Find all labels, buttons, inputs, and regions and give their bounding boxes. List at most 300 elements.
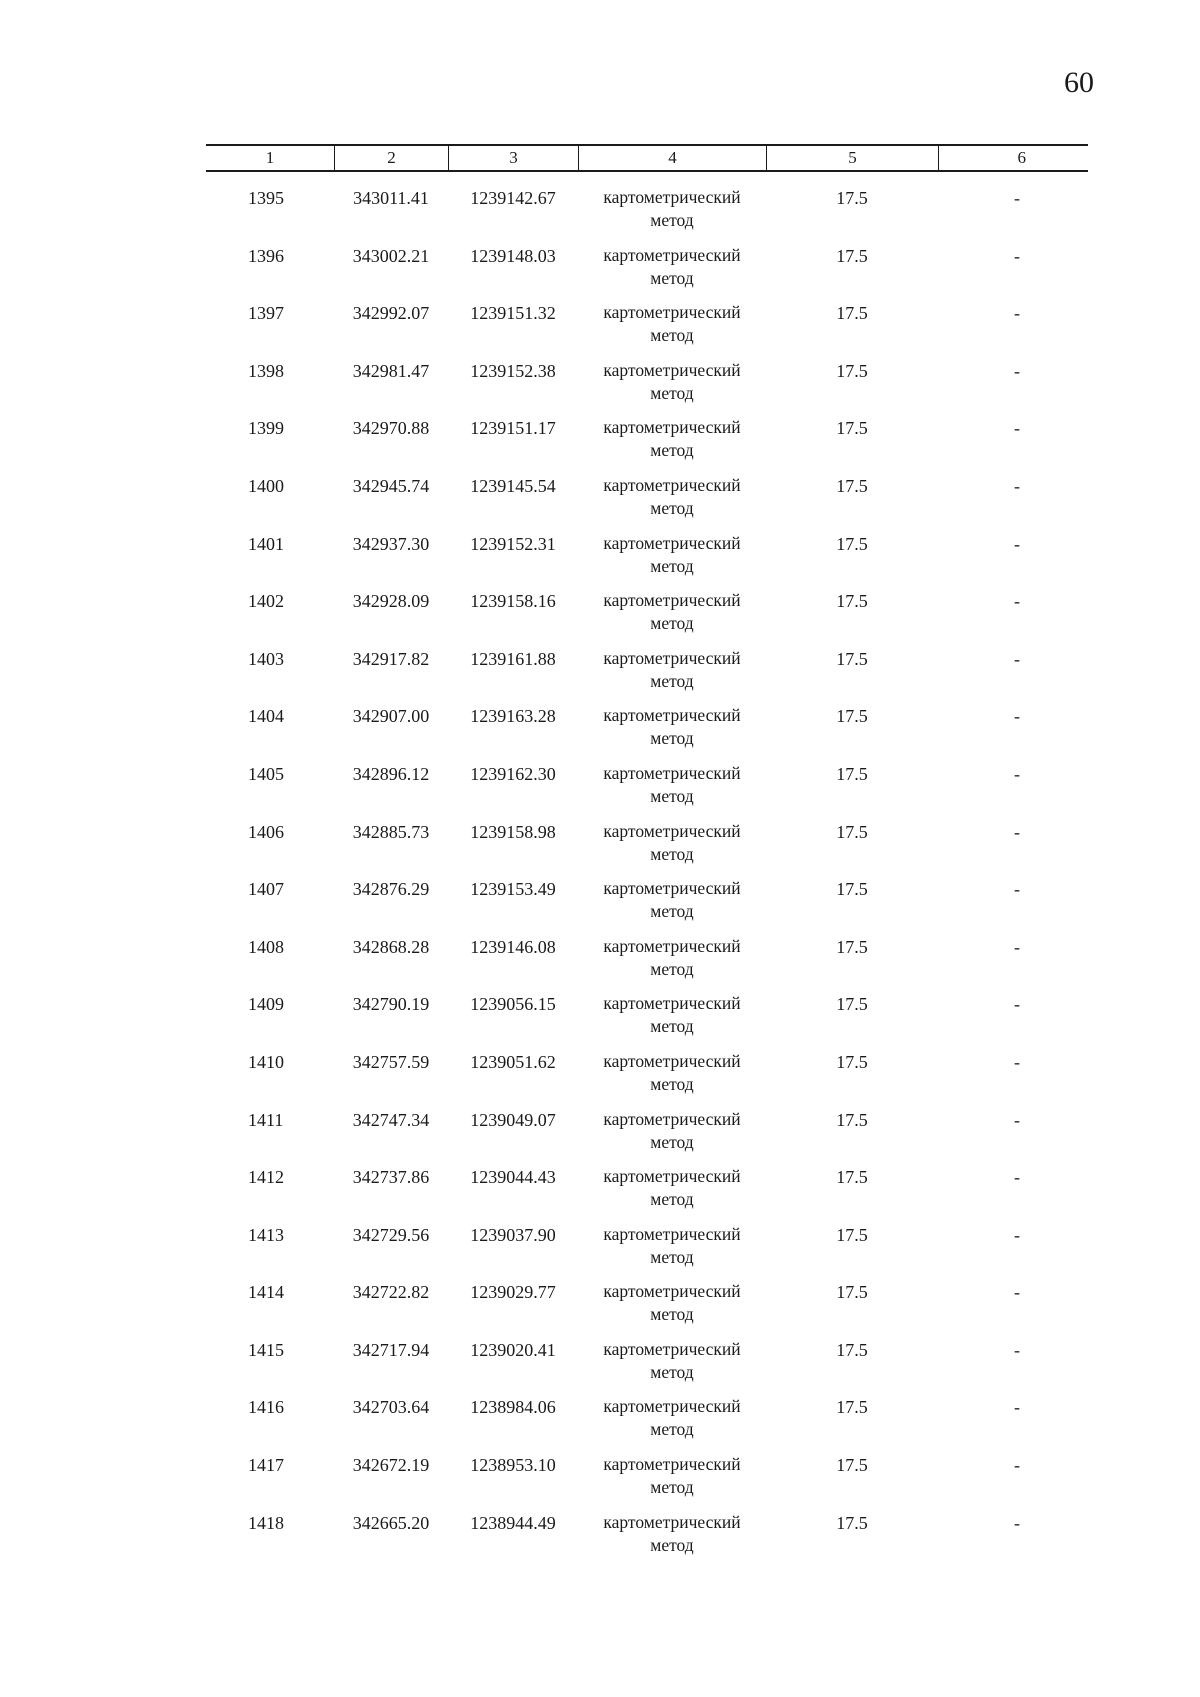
description-cell (938, 244, 1088, 302)
table-row (206, 1395, 1088, 1453)
y-coordinate-cell-text: 1239020.41 (470, 1339, 556, 1360)
method-cell-text: метод (650, 1304, 694, 1325)
x-coordinate-cell-text: 342729.56 (352, 1224, 430, 1245)
y-coordinate-cell (448, 1511, 578, 1569)
column-header: 1 (265, 148, 275, 167)
y-coordinate-cell (448, 359, 578, 417)
method-cell-text: картометрический (603, 820, 741, 841)
x-coordinate-cell-text: 342722.82 (352, 1282, 430, 1303)
accuracy-cell (766, 935, 938, 993)
description-cell-text: - (1014, 591, 1020, 612)
method-cell-text: метод (650, 1534, 694, 1555)
x-coordinate-cell (334, 992, 448, 1050)
method-cell-text: метод (650, 382, 694, 403)
point-number-cell (206, 1165, 334, 1223)
point-number-cell-text: 1418 (248, 1512, 284, 1533)
table-row (206, 416, 1088, 474)
method-cell-text: метод (650, 1246, 694, 1267)
y-coordinate-cell-text: 1239029.77 (470, 1282, 556, 1303)
point-number-cell (206, 1511, 334, 1569)
x-coordinate-cell-text: 342717.94 (352, 1339, 430, 1360)
y-coordinate-cell-text: 1239158.98 (470, 821, 556, 842)
method-cell (578, 762, 766, 820)
accuracy-cell-text: 17.5 (836, 994, 868, 1015)
description-cell-text: - (1014, 879, 1020, 900)
point-number-cell (206, 762, 334, 820)
method-cell-text: метод (650, 325, 694, 346)
description-cell (938, 1223, 1088, 1281)
table-row (206, 589, 1088, 647)
y-coordinate-cell-text: 1239158.16 (470, 591, 556, 612)
x-coordinate-cell-text: 342868.28 (352, 936, 430, 957)
method-cell-text: картометрический (603, 993, 741, 1014)
y-coordinate-cell-text: 1239153.49 (470, 879, 556, 900)
point-number-cell (206, 704, 334, 762)
description-cell (938, 474, 1088, 532)
description-cell-text: - (1014, 1339, 1020, 1360)
method-cell-text: метод (650, 958, 694, 979)
method-cell-text: метод (650, 267, 694, 288)
table-row (206, 877, 1088, 935)
x-coordinate-cell-text: 342896.12 (352, 763, 430, 784)
accuracy-cell (766, 359, 938, 417)
method-cell (578, 820, 766, 878)
accuracy-cell-text: 17.5 (836, 1397, 868, 1418)
accuracy-cell-text: 17.5 (836, 1282, 868, 1303)
point-number-cell (206, 1050, 334, 1108)
x-coordinate-cell-text: 342665.20 (352, 1512, 430, 1533)
method-cell (578, 416, 766, 474)
x-coordinate-cell-text: 342945.74 (352, 475, 430, 496)
method-cell (578, 186, 766, 244)
description-cell (938, 1280, 1088, 1338)
x-coordinate-cell (334, 877, 448, 935)
point-number-cell-text: 1397 (248, 303, 284, 324)
table-row (206, 1165, 1088, 1223)
method-cell-text: картометрический (603, 417, 741, 438)
table-row (206, 301, 1088, 359)
accuracy-cell-text: 17.5 (836, 1109, 868, 1130)
accuracy-cell-text: 17.5 (836, 706, 868, 727)
method-cell-text: картометрический (603, 1166, 741, 1187)
method-cell (578, 301, 766, 359)
table-row (206, 935, 1088, 993)
y-coordinate-cell-text: 1239142.67 (470, 188, 556, 208)
accuracy-cell (766, 1395, 938, 1453)
description-cell-text: - (1014, 533, 1020, 554)
accuracy-cell (766, 704, 938, 762)
y-coordinate-cell (448, 935, 578, 993)
table-row (206, 532, 1088, 590)
accuracy-cell (766, 1338, 938, 1396)
y-coordinate-cell (448, 1395, 578, 1453)
description-cell (938, 1511, 1088, 1569)
accuracy-cell (766, 1223, 938, 1281)
y-coordinate-cell-text: 1239151.32 (470, 303, 556, 324)
y-coordinate-cell (448, 186, 578, 244)
accuracy-cell (766, 1511, 938, 1569)
description-cell-text: - (1014, 1109, 1020, 1130)
x-coordinate-cell (334, 647, 448, 705)
description-cell (938, 589, 1088, 647)
x-coordinate-cell (334, 1511, 448, 1569)
point-number-cell-text: 1402 (248, 591, 284, 612)
y-coordinate-cell-text: 1239161.88 (470, 648, 556, 669)
method-cell-text: картометрический (603, 1050, 741, 1071)
x-coordinate-cell-text: 342937.30 (352, 533, 430, 554)
table-row (206, 474, 1088, 532)
method-cell (578, 244, 766, 302)
point-number-cell (206, 1453, 334, 1511)
method-cell-text: картометрический (603, 1108, 741, 1129)
y-coordinate-cell-text: 1239163.28 (470, 706, 556, 727)
accuracy-cell-text: 17.5 (836, 1167, 868, 1188)
accuracy-cell (766, 186, 938, 244)
point-number-cell-text: 1398 (248, 360, 284, 381)
x-coordinate-cell-text: 342876.29 (352, 879, 430, 900)
method-cell-text: картометрический (603, 1223, 741, 1244)
method-cell-text: метод (650, 210, 694, 230)
method-cell-text: картометрический (603, 1338, 741, 1359)
y-coordinate-cell-text: 1239151.17 (470, 418, 556, 439)
y-coordinate-cell-text: 1239044.43 (470, 1167, 556, 1188)
accuracy-cell (766, 877, 938, 935)
x-coordinate-cell-text: 342981.47 (352, 360, 430, 381)
x-coordinate-cell-text: 342992.07 (352, 303, 430, 324)
method-cell (578, 1223, 766, 1281)
accuracy-cell (766, 992, 938, 1050)
y-coordinate-cell (448, 820, 578, 878)
point-number-cell-text: 1400 (248, 475, 284, 496)
accuracy-cell-text: 17.5 (836, 188, 868, 208)
method-cell (578, 1050, 766, 1108)
table-row (206, 1280, 1088, 1338)
y-coordinate-cell-text: 1239152.38 (470, 360, 556, 381)
method-cell (578, 1108, 766, 1166)
method-cell-text: картометрический (603, 302, 741, 323)
accuracy-cell-text: 17.5 (836, 360, 868, 381)
y-coordinate-cell (448, 1050, 578, 1108)
description-cell (938, 992, 1088, 1050)
y-coordinate-cell (448, 877, 578, 935)
column-header: 4 (578, 146, 766, 170)
description-cell (938, 359, 1088, 417)
accuracy-cell (766, 532, 938, 590)
method-cell (578, 877, 766, 935)
x-coordinate-cell (334, 1223, 448, 1281)
page-number: 60 (1064, 66, 1094, 99)
method-cell-text: картометрический (603, 244, 741, 265)
description-cell-text: - (1014, 1397, 1020, 1418)
point-number-cell-text: 1399 (248, 418, 284, 439)
table-row (206, 186, 1088, 244)
point-number-cell (206, 186, 334, 244)
description-cell-text: - (1014, 1282, 1020, 1303)
x-coordinate-cell (334, 762, 448, 820)
point-number-cell-text: 1403 (248, 648, 284, 669)
description-cell-text: - (1014, 1455, 1020, 1476)
description-cell-text: - (1014, 936, 1020, 957)
point-number-cell-text: 1396 (248, 245, 284, 266)
table-row (206, 1050, 1088, 1108)
accuracy-cell-text: 17.5 (836, 533, 868, 554)
point-number-cell-text: 1410 (248, 1051, 284, 1072)
accuracy-cell-text: 17.5 (836, 1224, 868, 1245)
method-cell-text: метод (650, 1016, 694, 1037)
description-cell-text: - (1014, 475, 1020, 496)
method-cell-text: метод (650, 785, 694, 806)
accuracy-cell (766, 1453, 938, 1511)
y-coordinate-cell-text: 1239049.07 (470, 1109, 556, 1130)
point-number-cell (206, 1338, 334, 1396)
accuracy-cell-text: 17.5 (836, 245, 868, 266)
x-coordinate-cell (334, 820, 448, 878)
method-cell-text: метод (650, 1073, 694, 1094)
description-cell (938, 1338, 1088, 1396)
description-cell (938, 416, 1088, 474)
point-number-cell (206, 935, 334, 993)
method-cell-text: метод (650, 555, 694, 576)
x-coordinate-cell-text: 343002.21 (352, 245, 430, 266)
y-coordinate-cell-text: 1238944.49 (470, 1512, 556, 1533)
x-coordinate-cell-text: 342917.82 (352, 648, 430, 669)
description-cell-text: - (1014, 1224, 1020, 1245)
description-cell (938, 1108, 1088, 1166)
table-row (206, 647, 1088, 705)
x-coordinate-cell (334, 1280, 448, 1338)
y-coordinate-cell-text: 1239051.62 (470, 1051, 556, 1072)
description-cell (938, 1165, 1088, 1223)
point-number-cell-text: 1414 (248, 1282, 284, 1303)
accuracy-cell (766, 416, 938, 474)
point-number-cell (206, 244, 334, 302)
accuracy-cell (766, 1108, 938, 1166)
description-cell-text: - (1014, 245, 1020, 266)
method-cell-text: картометрический (603, 1281, 741, 1302)
y-coordinate-cell (448, 762, 578, 820)
method-cell (578, 1338, 766, 1396)
method-cell (578, 1395, 766, 1453)
accuracy-cell-text: 17.5 (836, 936, 868, 957)
method-cell-text: картометрический (603, 762, 741, 783)
description-cell-text: - (1014, 303, 1020, 324)
method-cell-text: метод (650, 1419, 694, 1440)
x-coordinate-cell-text: 342928.09 (352, 591, 430, 612)
x-coordinate-cell (334, 1050, 448, 1108)
accuracy-cell-text: 17.5 (836, 418, 868, 439)
y-coordinate-cell-text: 1238953.10 (470, 1455, 556, 1476)
description-cell-text: - (1014, 360, 1020, 381)
table-row (206, 1223, 1088, 1281)
y-coordinate-cell (448, 244, 578, 302)
table-row (206, 244, 1088, 302)
accuracy-cell-text: 17.5 (836, 1512, 868, 1533)
x-coordinate-cell (334, 1395, 448, 1453)
x-coordinate-cell (334, 301, 448, 359)
point-number-cell (206, 301, 334, 359)
method-cell (578, 359, 766, 417)
x-coordinate-cell-text: 342747.34 (352, 1109, 430, 1130)
point-number-cell (206, 1108, 334, 1166)
method-cell-text: картометрический (603, 359, 741, 380)
y-coordinate-cell-text: 1239152.31 (470, 533, 556, 554)
description-cell (938, 704, 1088, 762)
y-coordinate-cell-text: 1239145.54 (470, 475, 556, 496)
x-coordinate-cell-text: 342703.64 (352, 1397, 430, 1418)
x-coordinate-cell (334, 474, 448, 532)
y-coordinate-cell (448, 532, 578, 590)
column-header: 2 (334, 146, 448, 170)
x-coordinate-cell-text: 342970.88 (352, 418, 430, 439)
point-number-cell-text: 1401 (248, 533, 284, 554)
accuracy-cell (766, 762, 938, 820)
point-number-cell-text: 1406 (248, 821, 284, 842)
y-coordinate-cell-text: 1238984.06 (470, 1397, 556, 1418)
method-cell-text: метод (650, 728, 694, 749)
point-number-cell-text: 1407 (248, 879, 284, 900)
method-cell-text: картометрический (603, 1454, 741, 1475)
column-header: 3 (448, 146, 578, 170)
accuracy-cell (766, 1165, 938, 1223)
x-coordinate-cell-text: 342737.86 (352, 1167, 430, 1188)
point-number-cell-text: 1415 (248, 1339, 284, 1360)
point-number-cell (206, 820, 334, 878)
accuracy-cell-text: 17.5 (836, 648, 868, 669)
x-coordinate-cell (334, 244, 448, 302)
x-coordinate-cell (334, 704, 448, 762)
description-cell-text: - (1014, 1512, 1020, 1533)
accuracy-cell (766, 474, 938, 532)
method-cell-text: картометрический (603, 1511, 741, 1532)
method-cell (578, 1280, 766, 1338)
method-cell (578, 1165, 766, 1223)
accuracy-cell (766, 647, 938, 705)
method-cell (578, 647, 766, 705)
point-number-cell (206, 647, 334, 705)
description-cell-text: - (1014, 188, 1020, 208)
method-cell-text: метод (650, 1131, 694, 1152)
accuracy-cell-text: 17.5 (836, 763, 868, 784)
point-number-cell (206, 589, 334, 647)
description-cell (938, 935, 1088, 993)
accuracy-cell-text: 17.5 (836, 1455, 868, 1476)
x-coordinate-cell (334, 532, 448, 590)
y-coordinate-cell-text: 1239037.90 (470, 1224, 556, 1245)
table-row (206, 820, 1088, 878)
x-coordinate-cell (334, 1453, 448, 1511)
point-number-cell-text: 1417 (248, 1455, 284, 1476)
description-cell (938, 762, 1088, 820)
y-coordinate-cell (448, 1108, 578, 1166)
description-cell (938, 877, 1088, 935)
x-coordinate-cell (334, 416, 448, 474)
description-cell-text: - (1014, 1051, 1020, 1072)
method-cell-text: метод (650, 497, 694, 518)
x-coordinate-cell-text: 342672.19 (352, 1455, 430, 1476)
y-coordinate-cell-text: 1239148.03 (470, 245, 556, 266)
point-number-cell (206, 1223, 334, 1281)
accuracy-cell (766, 1050, 938, 1108)
description-cell (938, 532, 1088, 590)
method-cell-text: метод (650, 901, 694, 922)
y-coordinate-cell (448, 589, 578, 647)
method-cell-text: картометрический (603, 187, 741, 207)
y-coordinate-cell (448, 1453, 578, 1511)
x-coordinate-cell-text: 343011.41 (353, 188, 429, 208)
point-number-cell-text: 1413 (248, 1224, 284, 1245)
point-number-cell-text: 1395 (248, 188, 284, 208)
accuracy-cell-text: 17.5 (836, 475, 868, 496)
accuracy-cell (766, 301, 938, 359)
method-cell (578, 1511, 766, 1569)
x-coordinate-cell (334, 359, 448, 417)
point-number-cell-text: 1409 (248, 994, 284, 1015)
description-cell-text: - (1014, 763, 1020, 784)
x-coordinate-cell (334, 1108, 448, 1166)
point-number-cell (206, 474, 334, 532)
method-cell-text: метод (650, 670, 694, 691)
method-cell-text: картометрический (603, 590, 741, 611)
x-coordinate-cell-text: 342790.19 (352, 994, 430, 1015)
method-cell-text: картометрический (603, 705, 741, 726)
description-cell (938, 1050, 1088, 1108)
column-header: 6 (938, 146, 1088, 170)
y-coordinate-cell-text: 1239056.15 (470, 994, 556, 1015)
point-number-cell (206, 416, 334, 474)
point-number-cell (206, 992, 334, 1050)
y-coordinate-cell (448, 416, 578, 474)
point-number-cell (206, 877, 334, 935)
y-coordinate-cell-text: 1239146.08 (470, 936, 556, 957)
method-cell (578, 992, 766, 1050)
y-coordinate-cell (448, 301, 578, 359)
x-coordinate-cell (334, 1165, 448, 1223)
method-cell (578, 704, 766, 762)
method-cell-text: метод (650, 1361, 694, 1382)
method-cell (578, 1453, 766, 1511)
y-coordinate-cell (448, 992, 578, 1050)
y-coordinate-cell (448, 704, 578, 762)
point-number-cell (206, 359, 334, 417)
table-row (206, 1511, 1088, 1569)
description-cell-text: - (1014, 648, 1020, 669)
coordinates-table (206, 144, 1088, 1568)
x-coordinate-cell-text: 342907.00 (352, 706, 430, 727)
point-number-cell-text: 1408 (248, 936, 284, 957)
x-coordinate-cell (334, 186, 448, 244)
method-cell (578, 474, 766, 532)
y-coordinate-cell (448, 1338, 578, 1396)
description-cell-text: - (1014, 418, 1020, 439)
table-row (206, 992, 1088, 1050)
table-row (206, 1453, 1088, 1511)
y-coordinate-cell (448, 1280, 578, 1338)
description-cell-text: - (1014, 1167, 1020, 1188)
method-cell-text: картометрический (603, 935, 741, 956)
y-coordinate-cell (448, 1165, 578, 1223)
point-number-cell-text: 1404 (248, 706, 284, 727)
accuracy-cell-text: 17.5 (836, 879, 868, 900)
method-cell-text: картометрический (603, 1396, 741, 1417)
description-cell (938, 647, 1088, 705)
y-coordinate-cell-text: 1239162.30 (470, 763, 556, 784)
method-cell (578, 589, 766, 647)
table-row (206, 1338, 1088, 1396)
table-row (206, 1108, 1088, 1166)
point-number-cell-text: 1412 (248, 1167, 284, 1188)
x-coordinate-cell-text: 342757.59 (352, 1051, 430, 1072)
accuracy-cell-text: 17.5 (836, 821, 868, 842)
